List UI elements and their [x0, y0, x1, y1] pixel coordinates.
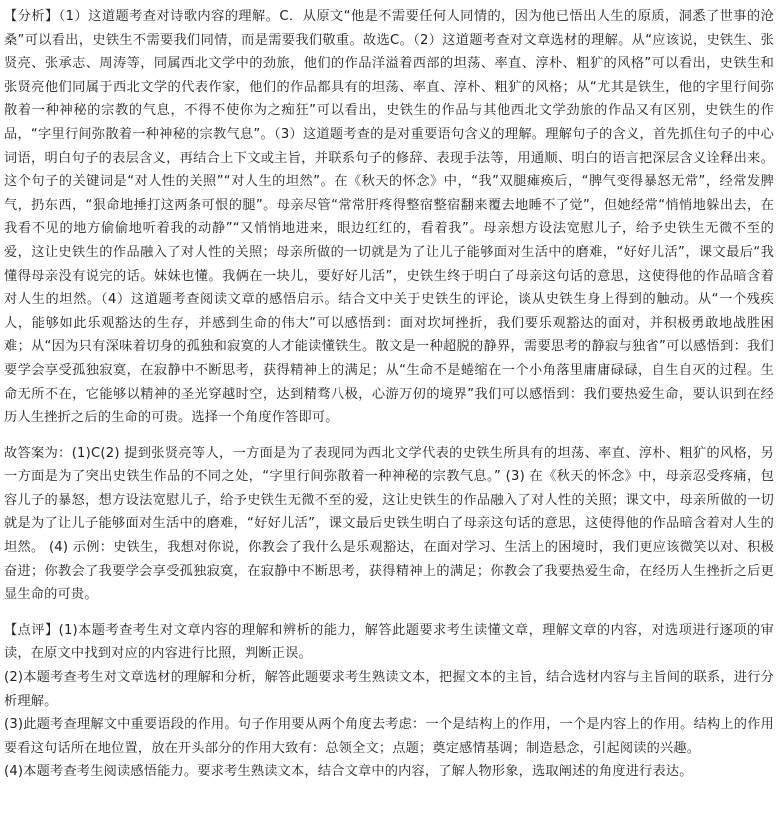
analysis-paragraph: 【分析】（1）这道题考查对诗歌内容的理解。C．从原文“他是不需要任何人同情的，因为他已悟出人生的原质，洞悉了世事的沧桑”可以看出，史铁生不需要我们同情，而是需要我们敬重。故选C。（2）这道题考查对文章选材的理解。从“应该说，史铁生、张贤亮、张承志、周涛等，同属西北文学中的劲旅，他们的作品洋溢着西部的坦荡、率直、淳朴、粗犷的风格”可以看出，史铁生和张贤亮他们同属于西北文学的代表作家，他们的作品都具有的坦荡、率直、淳朴、粗犷的风格；从“尤其是铁生，他的字里行间弥散着一种神秘的宗教的气息，不得不使你为之痴狂”可以看出，史铁生的作品与其他西北文学劲旅的作品又有区别，史铁生的作品，“字里行间弥散着一种神秘的宗教气息”。（3）这道题考查的是对重要语句含义的理解。理解句子的含义，首先抓住句子的中心词语，明白句子的表层含义，再结合上下文或主旨，并联系句子的修辞、表现手法等，用通顺、明白的语言把深层含义诠释出来。这个句子的关键词是“对人性的关照”“对人生的坦然”。在《秋天的怀念》中，“我”双腿瘫痪后，“脾气变得暴怒无常”，经常发脾气，扔东西，“狠命地捶打这两条可恨的腿”。母亲尽管“常常肝疼得整宿整宿翻来覆去地睡不了觉”，但她经常“悄悄地躲出去，在我看不见的地方偷偷地听着我的动静”“又悄悄地进来，眼边红红的，看着我”。母亲想方设法宽慰儿子，给予史铁生无微不至的爱，这让史铁生的作品融入了对人性的关照；母亲所做的一切就是为了让儿子能够面对生活中的磨难，“好好儿活”，课文最后“我懂得母亲没有说完的话。妹妹也懂。我俩在一块儿，要好好儿活”，史铁生终于明白了母亲这句话的意思，这使得他的作品暗含着对人生的坦然。（4）这道题考查阅读文章的感悟启示。结合文中关于史铁生的评论，谈从史铁生身上得到的触动。从“一个残疾人，能够如此乐观豁达的生存，并感到生命的伟大”可以感悟到：面对坎坷挫折，我们要乐观豁达的面对，并积极勇敢地战胜困难；从“因为只有深味着切身的孤独和寂寞的人才能读懂铁生。散文是一种超脱的静界，需要思考的静寂与独省”可以感悟到：我们要学会享受孤独寂寞，在寂静中不断思考，获得精神上的满足；从“生命不是蜷缩在一个小角落里庸庸碌碌，自生自灭的过程。生命无所不在，它能够以精神的圣光穿越时空，达到精骛八极，心游万仞的境界”我们可以感悟到：我们要热爱生命，要认识到在经历人生挫折之后的生命的可贵。选择一个角度作答即可。	[4, 9, 774, 426]
comment-item-1: 【点评】(1)本题考查考生对文章内容的理解和辨析的能力，解答此题要求考生读懂文章，理解文章的内容，对选项进行逐项的审读，在原文中找到对应的内容进行比照，判断正误。	[4, 622, 774, 662]
comment-item-3: (3)此题考查理解文中重要语段的作用。句子作用要从两个角度去考虑：一个是结构上的作用，一个是内容上的作用。结构上的作用要看这句话所在地位置，放在开头部分的作用大致有：总领全文；点题；奠定感情基调；制造悬念，引起阅读的兴趣。	[4, 717, 774, 756]
comment-item-4: (4)本题考查考生阅读感悟能力。要求考生熟读文本，结合文章中的内容，了解人物形象，选取阐述的角度进行表达。	[4, 764, 693, 780]
section-spacer	[4, 607, 774, 619]
comment-section	[4, 619, 774, 784]
section-spacer	[4, 430, 774, 442]
comment-item-2: (2)本题考查考生对文章选材的理解和分析，解答此题要求考生熟读文本，把握文本的主旨，结合选材内容与主旨间的联系，进行分析理解。	[4, 670, 774, 709]
answer-paragraph: 故答案为：(1)C(2) 提到张贤亮等人，一方面是为了表现同为西北文学代表的史铁生所具有的坦荡、率直、淳朴、粗犷的风格，另一方面是为了突出史铁生作品的不同之处，“字里行间弥散着一种神秘的宗教气息。” (3) 在《秋天的怀念》中，母亲忍受疼痛，包容儿子的暴怒，想方设法宽慰儿子，给予史铁生无微不至的爱，这让史铁生的作品融入了对人性的关照；课文中，母亲所做的一切就是为了让儿子能够面对生活中的磨难，“好好儿活”，课文最后史铁生明白了母亲这句话的意思，这使得他的作品暗含着对人生的坦然。 (4) 示例：史铁生，我想对你说，你教会了我什么是乐观豁达，在面对学习、生活上的困境时，我们更应该微笑以对、积极奋进；你教会了我要学会享受孤独寂寞，在寂静中不断思考，获得精神上的满足；你教会了我要热爱生命，在经历人生挫折之后更显生命的可贵。	[4, 445, 774, 603]
